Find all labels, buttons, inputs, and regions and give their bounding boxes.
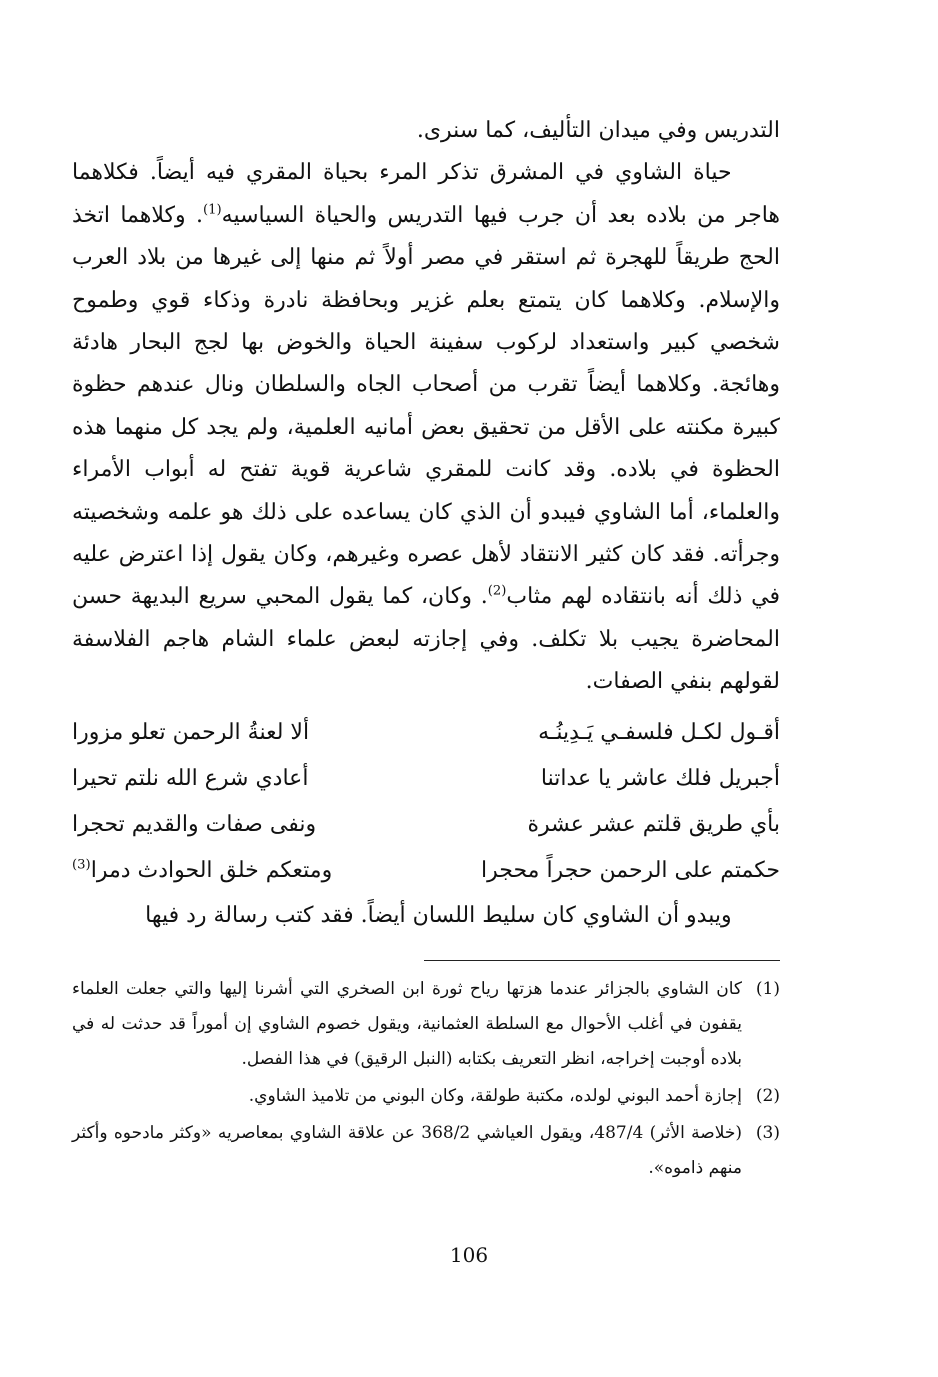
poem-hemistich-second: ألا لعنةُ الرحمن تعلو مزورا [72,720,310,745]
paragraph-continuation: التدريس وفي ميدان التأليف، كما سنرى. [416,118,780,143]
poem-hemistich-first: حكمتم على الرحمن حجراً محجرا [481,858,780,883]
poem-hemistich-second [72,848,432,894]
footnote [72,1116,780,1186]
footnote-number: (1) [755,979,780,999]
footnote-ref-2: (2) [487,584,507,600]
poem-hemistich-first: بأي طريق قلتم عشر عشرة [527,812,780,837]
footnote-ref-1: (1) [202,202,222,218]
page-number: 106 [449,1243,489,1267]
main-text [72,110,780,704]
poem-line [72,848,780,894]
footnote-number: (3) [755,1123,780,1143]
paragraph-main-part2: . وكلاهما اتخذ الحج طريقاً للهجرة ثم استقر في مصر أولاً ثم منها إلى غيرها من بلاد العرب والإسلام. وكلاهما كان يتمتع بعلم غزير وبحافظة نادرة وذكاء قوي وطموح شخصي كبير واستعداد لركوب سفينة الحياة والخوض بها لجج البحار هادئة وهائجة. وكلاهما أيضاً تقرب من أصحاب الجاه والسلطان ونال عندهم حظوة كبيرة مكنته على الأقل من تحقيق بعض أمانيه العلمية، ولم يجد كل منهما هذه الحظوة في بلاده. وقد كانت للمقري شاعرية قوية تفتح له أبواب الأمراء والعلماء، أما الشاوي فيبدو أن الذي كان يساعده على ذلك هو علمه وشخصيته وجرأته. فقد كان كثير الانتقاد لأهل عصره وغيرهم، وكان يقول إذا اعترض عليه في ذلك أنه بانتقاده لهم مثاب [72,202,780,610]
poem-hemistich-text: ومتعكم خلق الحوادث دمرا [90,858,333,883]
paragraph-main-part3: . وكان، كما يقول المحبي سريع البديهة حسن المحاضرة يجيب بلا تكلف. وفي إجازته لبعض علماء الشام هاجم الفلاسفة لقولهم بنفي الصفات. [72,584,780,695]
poem-hemistich-second: ونفى صفات والقديم تحجرا [72,812,317,837]
paragraph-last-line: ويبدو أن الشاوي كان سليط اللسان أيضاً. فقد كتب رسالة رد فيها [145,903,732,928]
poem-hemistich-first: أقـول لكـل فلسفـي يَـدِينُـه [538,720,780,745]
poem-line [72,756,780,802]
footnote-ref-3: (3) [72,857,91,873]
footnote-divider [424,960,780,961]
footnote-number: (2) [755,1086,780,1106]
footnotes [72,972,780,1188]
footnote-text: إجازة أحمد البوني لولده، مكتبة طولقة، وكان البوني من تلاميذ الشاوي. [248,1086,742,1106]
footnote-text: كان الشاوي بالجزائر عندما هزتها رياح ثورة ابن الصخري التي أشرنا إليها والتي جعلت العلماء يقفون في أغلب الأحوال مع السلطة العثمانية، ويقول خصوم الشاوي إن أموراً قد حدثت له في بلاده أوجبت إخراجه، انظر التعريف بكتابه (النبل الرقيق) في هذا الفصل. [72,979,742,1069]
poem-hemistich-second: أعادي شرع الله نلتم تحيرا [72,766,309,791]
poem [72,710,780,894]
footnote-text: (خلاصة الأثر) 487/4، ويقول العياشي 368/2 عن علاقة الشاوي بمعاصريه «وكثر مادحوه وأكثر منهم ذاموه». [72,1123,742,1178]
poem-hemistich-first: أجبريل فلك عاشر يا عداتنا [540,766,780,791]
paragraph-main [72,152,780,703]
paragraph-main-part1: حياة الشاوي في المشرق تذكر المرء بحياة المقري فيه أيضاً. فكلاهما هاجر من بلاده بعد أن جرب فيها التدريس والحياة السياسيه [72,160,780,228]
poem-line [72,802,780,848]
poem-line [72,710,780,756]
footnote [72,972,780,1077]
footnote [72,1079,780,1114]
